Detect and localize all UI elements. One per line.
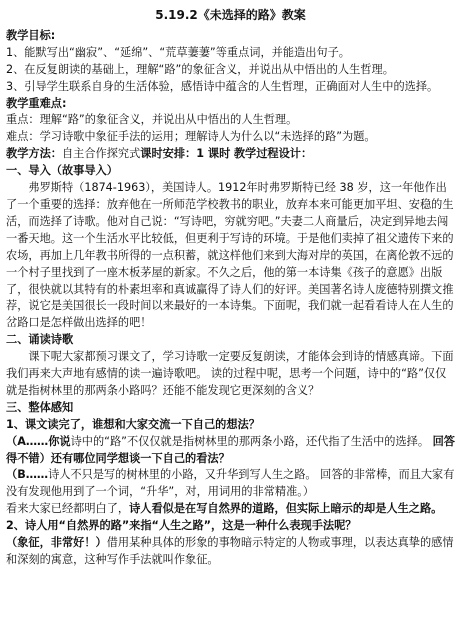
page-title: 5.19.2《未选择的路》教案 xyxy=(155,8,306,22)
answer-a-close: 回答得不错）还有哪位同学想谈一下自己的看法？ xyxy=(6,434,455,465)
method-label: 教学方法： xyxy=(6,147,62,161)
answer-q2-bold: （象征，非常好！） xyxy=(6,536,107,550)
hours-value: 1 课时 xyxy=(196,147,231,161)
answer-a-text: 诗中的“路”不仅仅就是指树林里的那两条小路，还代指了生活中的选择。 xyxy=(70,434,430,448)
section-3-title: 三、整体感知 xyxy=(6,400,74,414)
goals-heading: 教学目标: xyxy=(6,28,56,42)
answer-b-close: 回答的非常棒，而且大家有没有发现他用到了一个词，“升华”，对，用词用的非常精准。） xyxy=(6,468,455,499)
question-2-title: 2、诗人用“自然界的路”来指“人生之路”，这是一种什么表现手法呢？ xyxy=(6,519,357,533)
answer-b-text: 诗人不只是写的树林里的小路，又升华到写人生之路。 xyxy=(48,468,317,482)
section-2-body: 课下呢大家都预习课文了，学习诗歌一定要反复朗读，才能体会到诗的情感真谛。下面我们再来大声地有感情的读一遍诗歌吧。 读的过程中呢，思考一个问题，诗中的“路”仅仅就是指树林里的那两条小路吗？还能不能发现它更深刻的含义？ xyxy=(6,350,454,397)
answer-q2 xyxy=(6,535,455,569)
section-1-title: 一、导入（故事导入） xyxy=(6,164,118,178)
question-1-title: 1、课文读完了，谁想和大家交流一下自己的想法？ xyxy=(6,417,260,431)
answer-a xyxy=(6,434,455,468)
goal-item-3: 3、引导学生联系自身的生活体验，感悟诗中蕴含的人生哲理，正确面对人生中的选择。 xyxy=(6,79,439,93)
focus-key: 重点：理解“路”的象征含义，并说出从中悟出的人生哲理。 xyxy=(6,113,298,127)
answer-b-open: （B…… xyxy=(6,468,49,482)
goal-item-2: 2、在反复朗读的基础上，理解“路”的象征含义，并说出从中悟出的人生哲理。 xyxy=(6,62,394,76)
hours-label: 课时安排： xyxy=(140,147,197,161)
summary-bold: 诗人看似是在写自然界的道路，但实际上暗示的却是人生之路。 xyxy=(129,502,443,516)
process-label: 教学过程设计： xyxy=(233,147,313,161)
question-1-summary xyxy=(6,501,455,518)
focus-heading: 教学重难点: xyxy=(6,96,67,110)
summary-plain: 看来大家已经都明白了， xyxy=(6,502,130,516)
section-1-body: 弗罗斯特（1874-1963），美国诗人。1912年时弗罗斯特已经 38 岁，这一年他作出了一个重要的选择：放弃他在一所师范学校教书的职业，放弃本来可能更加平坦、安稳的生活，而选择了诗歌。他对自己说：“写诗吧，穷就穷吧。”夫妻二人商量后，决定到异地去闯一番天地。这一个生活水平比较低，但更利于写诗的环境。于是他们卖掉了祖父遗传下来的农场，再加上几年教书所得的一点积蓄，就这样他们来到大海对岸的英国，在离伦敦不远的一个村子里找到了一座木板茅屋的新家。不久之后，他的第一本诗集《孩子的意愿》出版了，很快就以其特有的朴素坦率和真诚赢得了诗人们的好评。美国著名诗人庞德特别撰文推荐，说它是美国很长一段时间以来最好的一本诗集。下面呢，我们就一起看看诗人在人生的岔路口是怎样做出选择的吧！ xyxy=(6,181,454,330)
method-line xyxy=(6,146,455,163)
method-text: 自主合作探究式 xyxy=(61,147,141,161)
goal-item-1: 1、能默写出“幽寂”、“延绵”、“荒草萋萋”等重点词，并能造出句子。 xyxy=(6,45,350,59)
answer-q2-text: 借用某种具体的形象的事物暗示特定的人物或事理，以表达真挚的感情和深刻的寓意，这种写作手法就叫作象征。 xyxy=(6,536,454,566)
answer-b xyxy=(6,467,455,501)
section-2-title: 二、诵读诗歌 xyxy=(6,333,74,347)
focus-hard: 难点：学习诗歌中象征手法的运用；理解诗人为什么以“未选择的路”为题。 xyxy=(6,130,376,144)
answer-a-open: （A……你说 xyxy=(6,434,71,448)
